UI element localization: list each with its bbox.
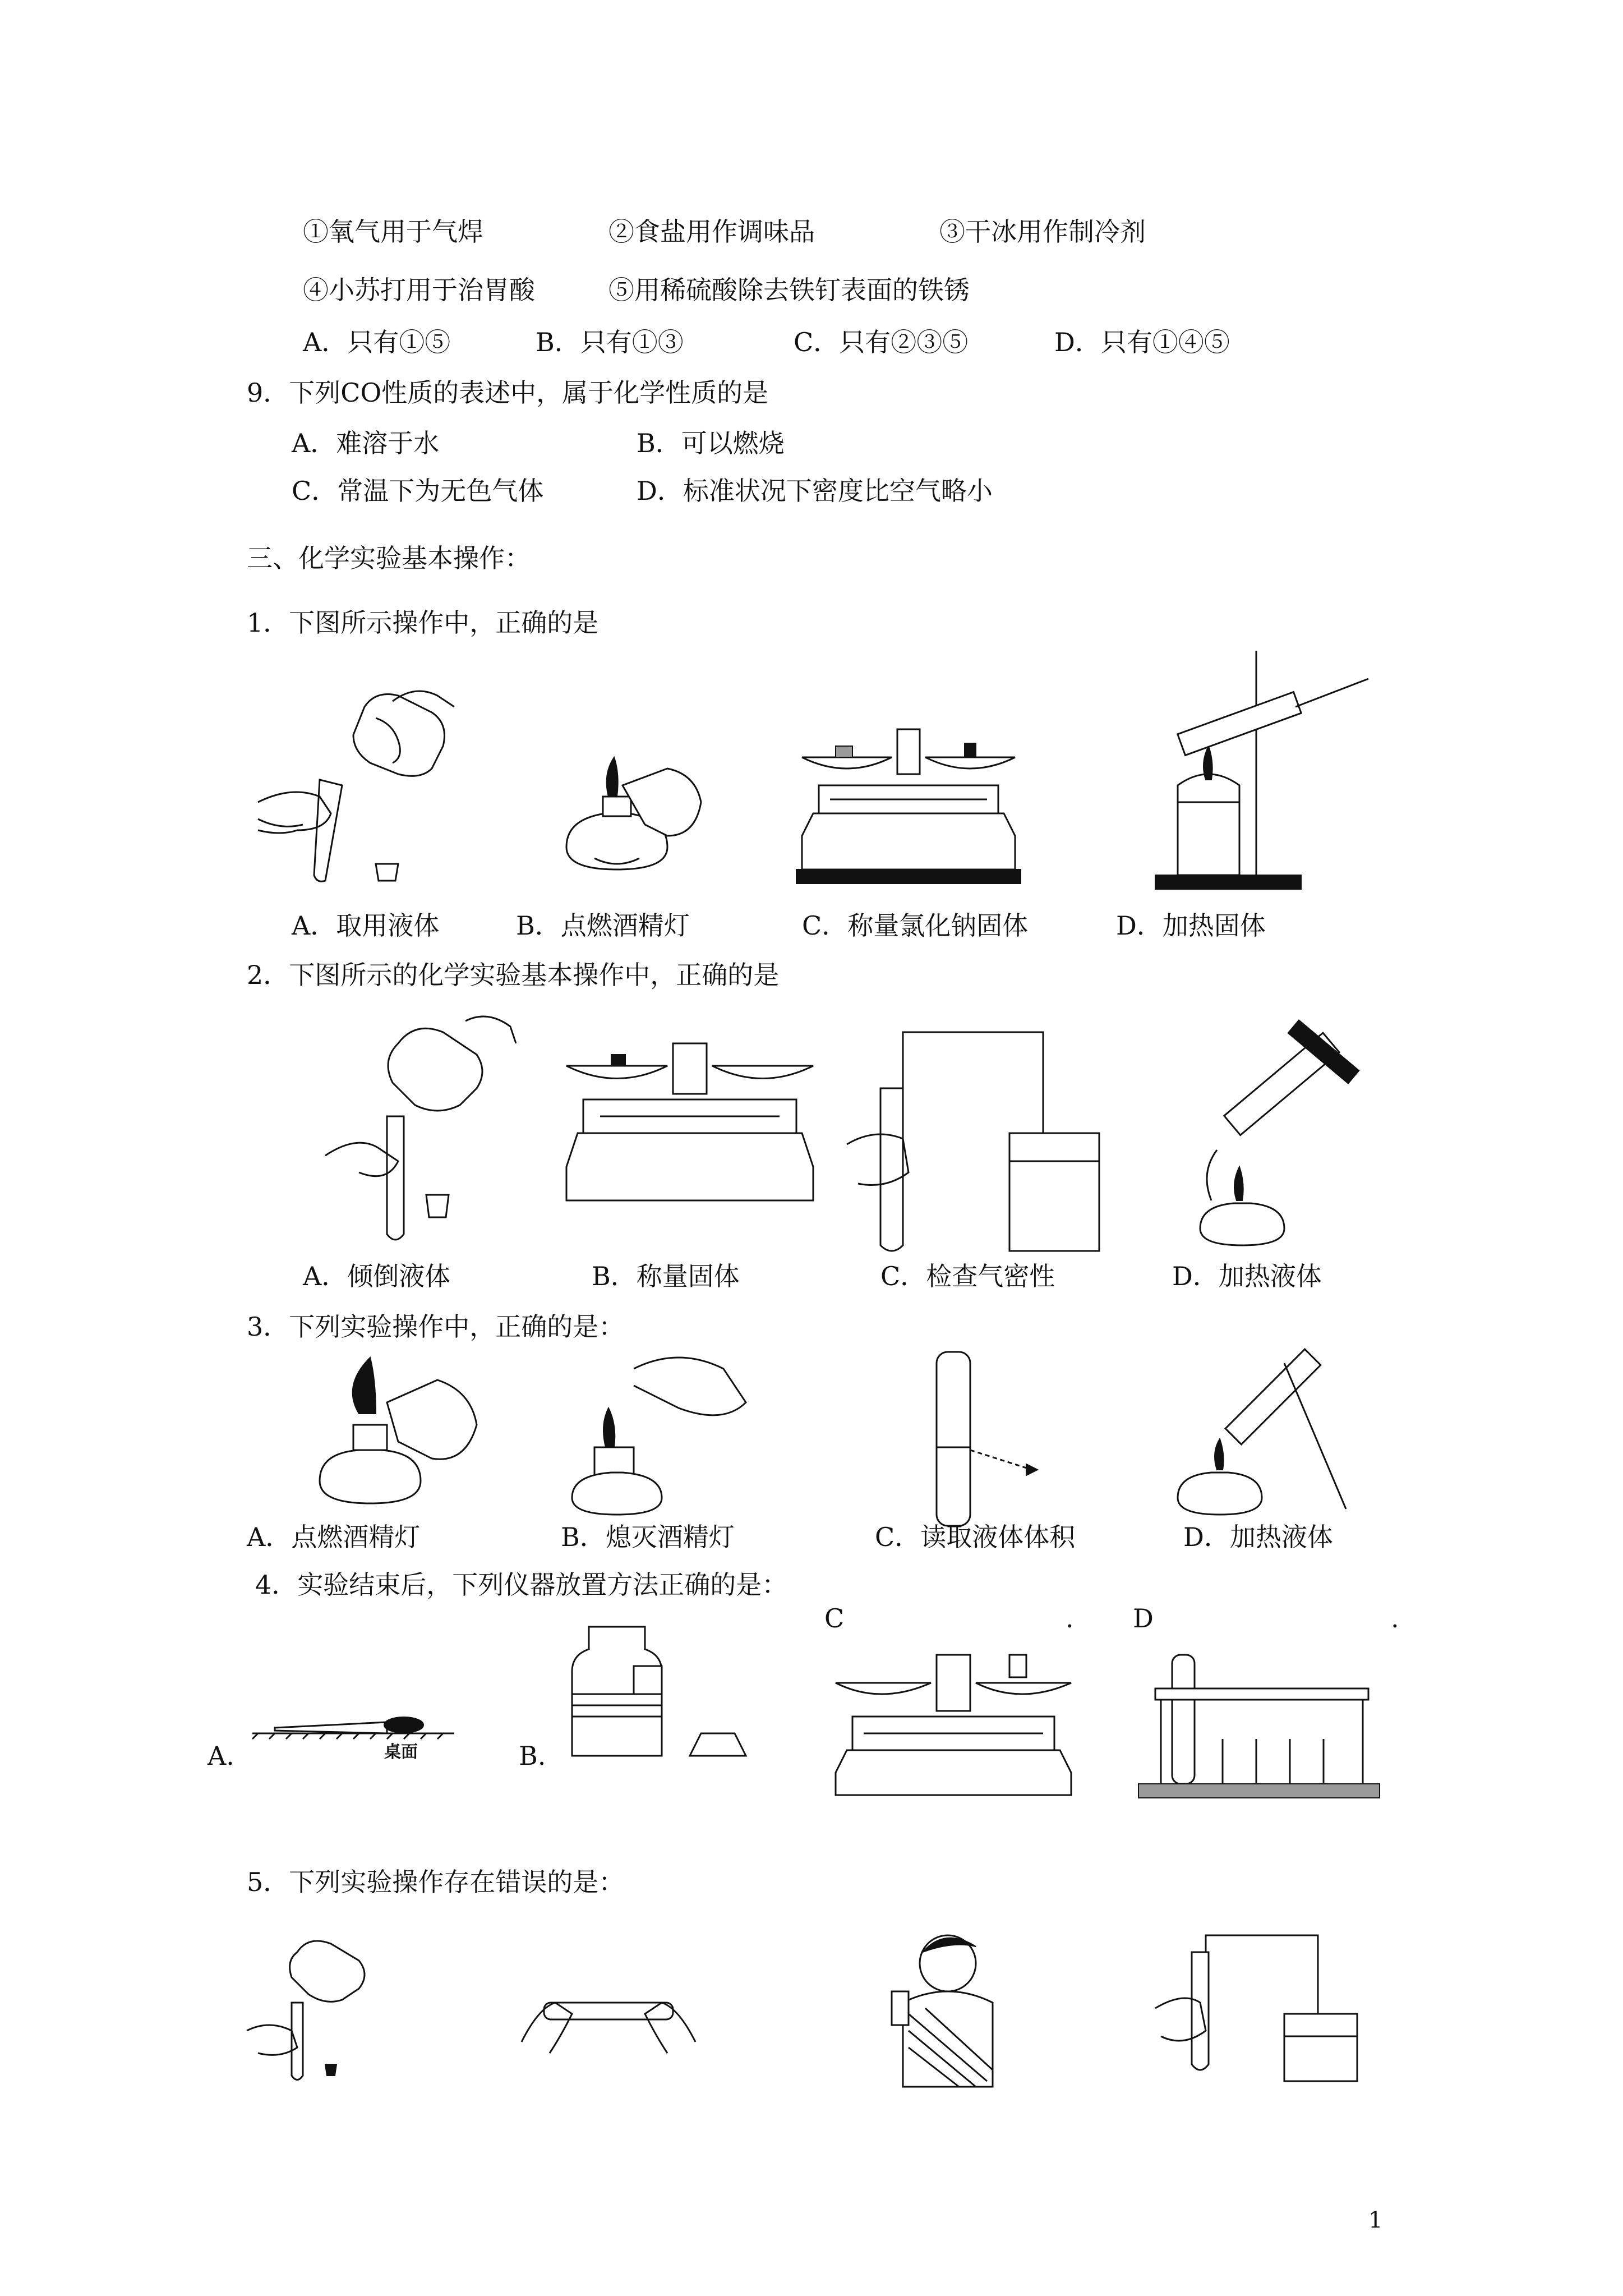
s3q1-stem: 1．下图所示操作中，正确的是 (247, 608, 599, 638)
q8-item-3: ③干冰用作制冷剂 (939, 217, 1146, 247)
s3q4-label-b: B. (519, 1741, 546, 1771)
s3q1-caption-a: A．取用液体 (292, 910, 440, 941)
s3q2-caption-c: C．检查气密性 (880, 1261, 1055, 1291)
fig-q2b-balance-weigh-solid (561, 1043, 819, 1212)
fig-q5d-check-airtightness (1155, 1930, 1380, 2087)
fig-q1a-pour-liquid (247, 684, 494, 892)
s3q2-caption-b: B．称量固体 (592, 1261, 740, 1291)
q9-option-a: A．难溶于水 (292, 428, 440, 458)
desk-label: 桌面 (384, 1742, 418, 1762)
s3q4-label-c: C (824, 1603, 845, 1634)
section-title: 三、化学实验基本操作： (247, 543, 531, 573)
fig-q5c-boy-smelling (875, 1930, 1015, 2092)
fig-q4a-dropper-on-desk (252, 1705, 454, 1762)
s3q4-label-c-dot: . (1066, 1603, 1074, 1634)
s3q3-caption-b: B．熄灭酒精灯 (561, 1522, 735, 1552)
s3q2-caption-a: A．倾倒液体 (303, 1261, 451, 1291)
fig-q5b-hold-tube (522, 1969, 695, 2070)
s3q4-label-d-dot: . (1391, 1603, 1399, 1634)
q8-option-c: C．只有②③⑤ (794, 327, 969, 357)
fig-q4b-reagent-bottle (566, 1621, 757, 1761)
q8-item-5: ⑤用稀硫酸除去铁钉表面的铁锈 (608, 275, 970, 305)
fig-q1b-light-lamp-with-lamp (550, 752, 718, 892)
fig-q2c-check-airtightness (847, 1021, 1161, 1257)
q9-option-d: D．标准状况下密度比空气略小 (637, 476, 993, 506)
s3q5-stem: 5．下列实验操作存在错误的是： (247, 1867, 625, 1897)
s3q4-label-a: A. (208, 1741, 234, 1771)
q8-option-b: B．只有①③ (536, 327, 684, 357)
fig-q4c-balance (830, 1649, 1077, 1806)
s3q3-caption-c: C．读取液体体积 (875, 1522, 1076, 1552)
q8-option-d: D．只有①④⑤ (1054, 327, 1230, 357)
fig-q3d-heat-liquid (1172, 1346, 1385, 1531)
s3q2-stem: 2．下图所示的化学实验基本操作中，正确的是 (247, 960, 780, 990)
q8-option-a: A．只有①⑤ (303, 327, 451, 357)
fig-q3b-extinguish-lamp (566, 1352, 757, 1520)
s3q1-caption-c: C．称量氯化钠固体 (802, 910, 1029, 941)
q8-item-4: ④小苏打用于治胃酸 (303, 275, 535, 305)
s3q2-caption-d: D．加热液体 (1172, 1261, 1322, 1291)
q8-item-2: ②食盐用作调味品 (608, 217, 815, 247)
fig-q3a-light-lamp (308, 1358, 488, 1520)
fig-q4d-test-tube-rack (1138, 1655, 1380, 1801)
fig-q2d-heat-liquid (1183, 1021, 1385, 1262)
s3q4-stem: 4．实验结束后，下列仪器放置方法正确的是： (255, 1570, 788, 1600)
q9-option-b: B．可以燃烧 (637, 428, 785, 458)
fig-q2a-pour-liquid (314, 1010, 516, 1251)
s3q3-caption-d: D．加热液体 (1183, 1522, 1333, 1552)
fig-q3c-read-cylinder (920, 1346, 1049, 1531)
s3q3-stem: 3．下列实验操作中，正确的是： (247, 1312, 625, 1342)
fig-q1c-balance-weigh-nacl (796, 724, 1021, 892)
s3q1-caption-d: D．加热固体 (1116, 910, 1266, 941)
fig-q1d-heat-solid (1155, 651, 1368, 892)
q8-item-1: ①氧气用于气焊 (303, 217, 483, 247)
fig-q5a-pour-liquid (247, 1930, 381, 2087)
q9-stem: 9．下列CO性质的表述中，属于化学性质的是 (247, 378, 769, 408)
page-number: 1 (1368, 2207, 1383, 2233)
s3q1-caption-b: B．点燃酒精灯 (516, 910, 690, 941)
s3q4-label-d: D (1133, 1603, 1154, 1634)
s3q3-caption-a: A．点燃酒精灯 (247, 1522, 421, 1552)
q9-option-c: C．常温下为无色气体 (292, 476, 544, 506)
